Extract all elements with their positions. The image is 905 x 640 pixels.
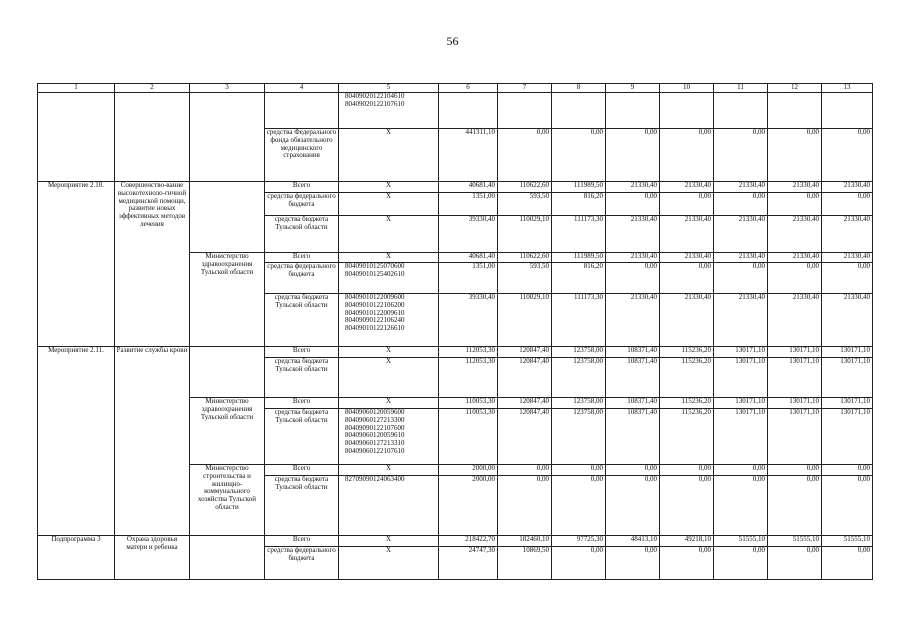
code-cell: X [339, 182, 439, 193]
source-cell: Всего [265, 253, 339, 263]
value-cell-13: 21330,40 [822, 182, 873, 193]
value-cell-13: 130171,10 [822, 358, 873, 398]
value-cell-11: 0,00 [714, 547, 768, 580]
executor-cell: Министерство строительства и жилищно-коммунального хозяйства Тульской области [190, 465, 265, 536]
value-cell-11: 21330,40 [714, 216, 768, 253]
value-cell-9: 0,00 [606, 547, 660, 580]
value-cell-6: 40681,40 [439, 182, 498, 193]
value-cell-7: 120847,40 [498, 398, 552, 409]
value-cell-7: 10869,50 [498, 547, 552, 580]
column-header-11: 11 [714, 84, 768, 93]
value-cell-6: 1351,00 [439, 263, 498, 294]
code-cell: 80409020122104610 80409020122107610 [339, 93, 439, 129]
value-cell-9: 0,00 [606, 129, 660, 182]
value-cell-8: 123758,00 [552, 398, 606, 409]
code-cell: X [339, 193, 439, 216]
value-cell-7: 0,00 [498, 476, 552, 536]
column-header-2: 2 [115, 84, 190, 93]
value-cell-6: 39330,40 [439, 294, 498, 347]
value-cell-8: 0,00 [552, 129, 606, 182]
value-cell-11: 51555,10 [714, 536, 768, 547]
value-cell-9: 0,00 [606, 465, 660, 476]
value-cell-12: 0,00 [768, 129, 822, 182]
table-cell [190, 93, 265, 182]
value-cell-11: 0,00 [714, 129, 768, 182]
value-cell-13: 0,00 [822, 465, 873, 476]
value-cell-13: 130171,10 [822, 347, 873, 358]
value-cell-12: 0,00 [768, 547, 822, 580]
code-cell: 82709090124063400 [339, 476, 439, 536]
value-cell-7: 110622,60 [498, 253, 552, 263]
column-header-10: 10 [660, 84, 714, 93]
value-cell-12: 21330,40 [768, 182, 822, 193]
value-cell-13: 21330,40 [822, 253, 873, 263]
value-cell-8: 111173,30 [552, 294, 606, 347]
value-cell-12: 130171,10 [768, 409, 822, 465]
value-cell-7: 593,50 [498, 193, 552, 216]
value-cell-7: 120847,40 [498, 358, 552, 398]
value-cell-10: 115236,20 [660, 409, 714, 465]
source-cell: средства федерального бюджета [265, 193, 339, 216]
value-cell-11: 130171,10 [714, 409, 768, 465]
value-cell-9: 21330,40 [606, 294, 660, 347]
value-cell-7: 120847,40 [498, 409, 552, 465]
value-cell-8: 0,00 [552, 465, 606, 476]
subprogram-name-cell: Охрана здоровья матери и ребенка [115, 536, 190, 580]
code-cell: 80409010125070600 80409010125402610 [339, 263, 439, 294]
value-cell-9: 0,00 [606, 193, 660, 216]
column-header-3: 3 [190, 84, 265, 93]
value-cell-13: 21330,40 [822, 216, 873, 253]
value-cell-6: 24747,30 [439, 547, 498, 580]
table-cell [38, 93, 115, 182]
value-cell-10: 0,00 [660, 263, 714, 294]
column-header-5: 5 [339, 84, 439, 93]
value-cell-11: 0,00 [714, 263, 768, 294]
value-cell-10: 0,00 [660, 193, 714, 216]
value-cell-12: 130171,10 [768, 347, 822, 358]
table-cell [498, 93, 552, 129]
source-cell: средства бюджета Тульской области [265, 216, 339, 253]
value-cell-12: 0,00 [768, 263, 822, 294]
value-cell-13: 0,00 [822, 263, 873, 294]
value-cell-9: 0,00 [606, 263, 660, 294]
value-cell-10: 0,00 [660, 476, 714, 536]
value-cell-11: 0,00 [714, 465, 768, 476]
table-cell [190, 182, 265, 253]
value-cell-8: 0,00 [552, 476, 606, 536]
value-cell-6: 1351,00 [439, 193, 498, 216]
value-cell-12: 0,00 [768, 193, 822, 216]
value-cell-12: 21330,40 [768, 216, 822, 253]
column-header-7: 7 [498, 84, 552, 93]
value-cell-10: 21330,40 [660, 253, 714, 263]
value-cell-7: 0,00 [498, 465, 552, 476]
value-cell-13: 0,00 [822, 129, 873, 182]
value-cell-10: 0,00 [660, 129, 714, 182]
value-cell-6: 2000,00 [439, 465, 498, 476]
value-cell-6: 112053,30 [439, 358, 498, 398]
value-cell-9: 108371,40 [606, 409, 660, 465]
column-header-6: 6 [439, 84, 498, 93]
value-cell-8: 123758,00 [552, 347, 606, 358]
table-cell [439, 93, 498, 129]
code-cell: X [339, 358, 439, 398]
code-cell: 80409010122009600 80409010122106200 80409010122009610 80409090122106240 80409010122126610 [339, 294, 439, 347]
value-cell-7: 110029,10 [498, 294, 552, 347]
code-cell: X [339, 398, 439, 409]
code-cell: X [339, 129, 439, 182]
column-header-4: 4 [265, 84, 339, 93]
value-cell-7: 182460,10 [498, 536, 552, 547]
source-cell: средства федерального бюджета [265, 263, 339, 294]
column-header-1: 1 [38, 84, 115, 93]
value-cell-11: 130171,10 [714, 358, 768, 398]
value-cell-11: 130171,10 [714, 398, 768, 409]
measure-name-cell: Совершенство-вание высокотехноло-гичной медицинской помощи, развитие новых эффективных методов лечения [115, 182, 190, 347]
value-cell-13: 0,00 [822, 547, 873, 580]
source-cell: средства бюджета Тульской области [265, 476, 339, 536]
code-cell: X [339, 253, 439, 263]
code-cell: X [339, 547, 439, 580]
column-header-12: 12 [768, 84, 822, 93]
table-cell [190, 347, 265, 398]
value-cell-7: 110622,60 [498, 182, 552, 193]
value-cell-8: 111989,50 [552, 182, 606, 193]
value-cell-12: 130171,10 [768, 398, 822, 409]
executor-cell: Министерство здравоохранения Тульской области [190, 398, 265, 465]
code-cell: X [339, 465, 439, 476]
value-cell-6: 40681,40 [439, 253, 498, 263]
value-cell-9: 108371,40 [606, 358, 660, 398]
value-cell-12: 21330,40 [768, 294, 822, 347]
value-cell-8: 123758,00 [552, 358, 606, 398]
value-cell-12: 0,00 [768, 476, 822, 536]
measure-name-cell: Развитие службы крови [115, 347, 190, 536]
value-cell-9: 21330,40 [606, 216, 660, 253]
value-cell-8: 816,20 [552, 193, 606, 216]
source-cell: Всего [265, 536, 339, 547]
value-cell-7: 110029,10 [498, 216, 552, 253]
value-cell-11: 0,00 [714, 476, 768, 536]
value-cell-12: 0,00 [768, 465, 822, 476]
value-cell-7: 0,00 [498, 129, 552, 182]
value-cell-13: 0,00 [822, 193, 873, 216]
value-cell-12: 130171,10 [768, 358, 822, 398]
value-cell-9: 108371,40 [606, 347, 660, 358]
value-cell-10: 115236,20 [660, 398, 714, 409]
value-cell-8: 0,00 [552, 547, 606, 580]
value-cell-6: 2000,00 [439, 476, 498, 536]
source-cell: Всего [265, 398, 339, 409]
value-cell-13: 21330,40 [822, 294, 873, 347]
column-header-13: 13 [822, 84, 873, 93]
measure-cell: Мероприятие 2.11. [38, 347, 115, 536]
value-cell-6: 110053,30 [439, 409, 498, 465]
table-row [38, 536, 873, 547]
measure-cell: Мероприятие 2.10. [38, 182, 115, 347]
table-row [38, 93, 873, 129]
table-cell [822, 93, 873, 129]
value-cell-8: 97725,30 [552, 536, 606, 547]
value-cell-6: 39330,40 [439, 216, 498, 253]
value-cell-6: 112053,30 [439, 347, 498, 358]
table-cell [606, 93, 660, 129]
table-cell [552, 93, 606, 129]
source-cell: средства федерального бюджета [265, 547, 339, 580]
value-cell-13: 0,00 [822, 476, 873, 536]
value-cell-9: 21330,40 [606, 253, 660, 263]
column-header-9: 9 [606, 84, 660, 93]
value-cell-12: 51555,10 [768, 536, 822, 547]
table-cell [714, 93, 768, 129]
value-cell-8: 123758,00 [552, 409, 606, 465]
header-row [38, 84, 873, 93]
value-cell-11: 21330,40 [714, 294, 768, 347]
value-cell-11: 21330,40 [714, 253, 768, 263]
value-cell-9: 0,00 [606, 476, 660, 536]
value-cell-6: 441311,10 [439, 129, 498, 182]
source-cell: средства Федерального фонда обязательного медицинского страхования [265, 129, 339, 182]
code-cell: 80409060120059600 80409060127213300 80409090122107600 80409060120059610 80409060127213310 80409060122107610 [339, 409, 439, 465]
value-cell-10: 115236,20 [660, 358, 714, 398]
value-cell-8: 111173,30 [552, 216, 606, 253]
value-cell-7: 593,50 [498, 263, 552, 294]
value-cell-11: 0,00 [714, 193, 768, 216]
value-cell-11: 21330,40 [714, 182, 768, 193]
value-cell-10: 0,00 [660, 465, 714, 476]
table-cell [660, 93, 714, 129]
source-cell: средства бюджета Тульской области [265, 294, 339, 347]
value-cell-10: 21330,40 [660, 182, 714, 193]
source-cell: средства бюджета Тульской области [265, 409, 339, 465]
value-cell-9: 21330,40 [606, 182, 660, 193]
table-row [38, 182, 873, 193]
code-cell: X [339, 347, 439, 358]
page-number: 56 [446, 34, 459, 48]
value-cell-8: 816,20 [552, 263, 606, 294]
value-cell-10: 49218,10 [660, 536, 714, 547]
source-cell: Всего [265, 182, 339, 193]
table-cell [265, 93, 339, 129]
table-cell [768, 93, 822, 129]
value-cell-10: 115236,20 [660, 347, 714, 358]
value-cell-7: 120847,40 [498, 347, 552, 358]
value-cell-9: 108371,40 [606, 398, 660, 409]
source-cell: Всего [265, 465, 339, 476]
code-cell: X [339, 216, 439, 253]
value-cell-13: 51555,10 [822, 536, 873, 547]
code-cell: X [339, 536, 439, 547]
column-header-8: 8 [552, 84, 606, 93]
table-cell [190, 536, 265, 580]
value-cell-10: 0,00 [660, 547, 714, 580]
value-cell-10: 21330,40 [660, 294, 714, 347]
source-cell: Всего [265, 347, 339, 358]
table-row [38, 347, 873, 358]
value-cell-13: 130171,10 [822, 398, 873, 409]
source-cell: средства бюджета Тульской области [265, 358, 339, 398]
executor-cell: Министерство здравоохранения Тульской области [190, 253, 265, 347]
value-cell-12: 21330,40 [768, 253, 822, 263]
value-cell-10: 21330,40 [660, 216, 714, 253]
value-cell-13: 130171,10 [822, 409, 873, 465]
value-cell-9: 48413,10 [606, 536, 660, 547]
value-cell-6: 110053,30 [439, 398, 498, 409]
value-cell-8: 111989,50 [552, 253, 606, 263]
value-cell-6: 218422,70 [439, 536, 498, 547]
subprogram-cell: Подпрограмма 3 [38, 536, 115, 580]
budget-table [37, 83, 873, 580]
table-cell [115, 93, 190, 182]
value-cell-11: 130171,10 [714, 347, 768, 358]
